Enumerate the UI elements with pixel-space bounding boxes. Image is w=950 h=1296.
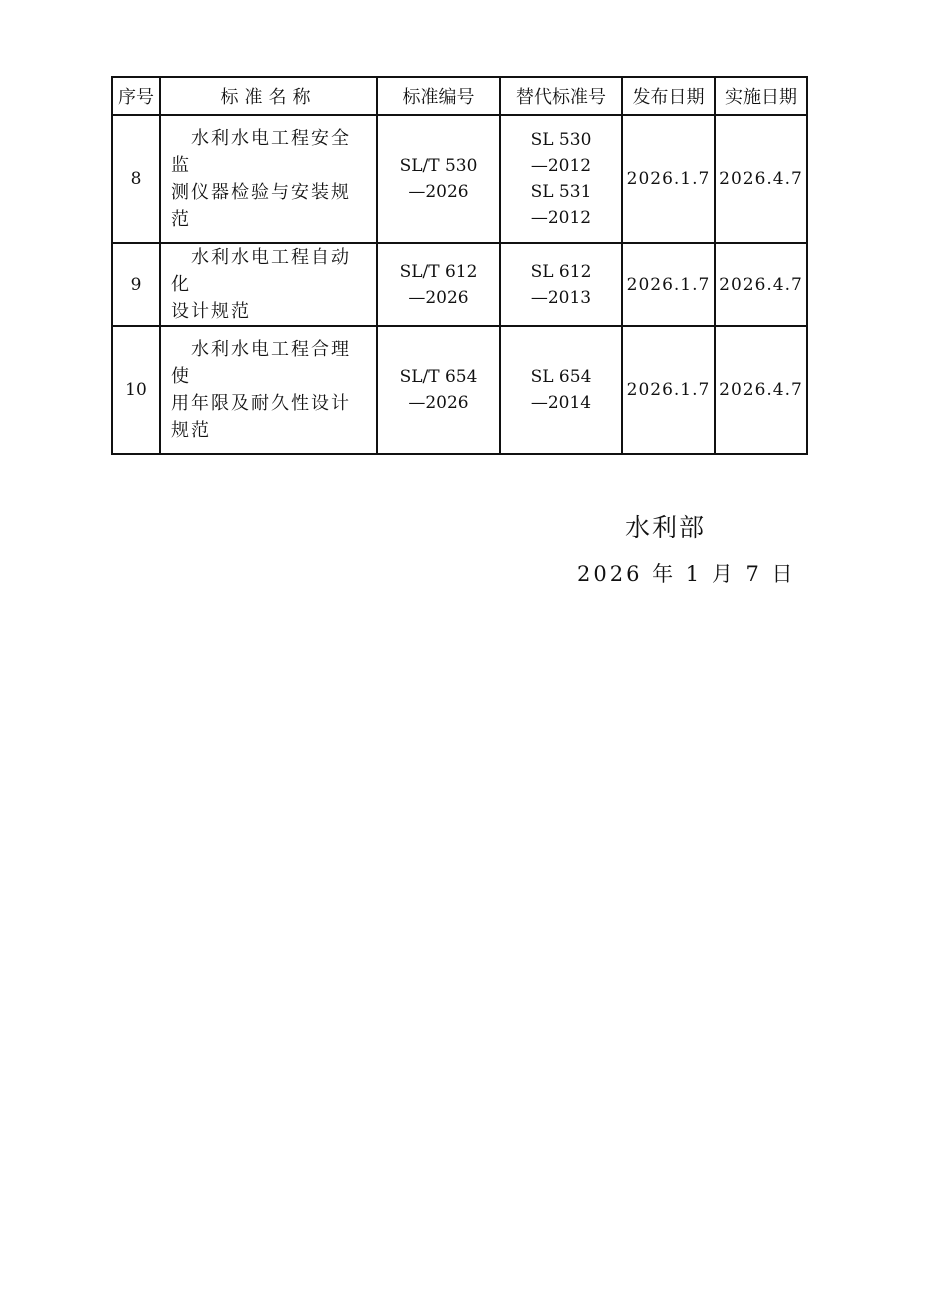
table-row [112, 326, 807, 454]
standard-code-line: SL/T 654 [399, 367, 478, 387]
replaced-standard-line: SL 654 [530, 367, 592, 387]
issuing-organization: 水利部 [625, 513, 707, 542]
signature-date: 2026 年 1 月 7 日 [577, 562, 796, 586]
standard-code-line: SL/T 612 [399, 261, 478, 282]
replaced-standard-line: SL 530 [530, 130, 592, 150]
replaced-standard-cell [500, 115, 622, 243]
standard-name-cell [160, 115, 377, 243]
issue-date-cell: 2026.1.7 [622, 326, 715, 454]
standards-table [111, 76, 808, 455]
replaced-standard-line: —2014 [530, 393, 592, 413]
standard-name-line: 水利水电工程安全监 [171, 128, 351, 176]
header-standard-code: 标准编号 [377, 77, 500, 115]
standard-name-line: 水利水电工程合理使 [171, 339, 351, 387]
standard-name-line: 规范 [171, 420, 211, 441]
replaced-standard-line: SL 612 [530, 261, 592, 282]
table-row [112, 243, 807, 326]
effective-date-cell: 2026.4.7 [715, 326, 807, 454]
effective-date-cell: 2026.4.7 [715, 115, 807, 243]
replaced-standard-line: —2012 [530, 208, 592, 228]
standard-code-line: —2026 [408, 287, 469, 308]
standard-code-cell [377, 115, 500, 243]
standard-code-line: SL/T 530 [399, 156, 478, 176]
replaced-standard-cell [500, 243, 622, 326]
standard-code-line: —2026 [408, 393, 469, 413]
issue-date-cell: 2026.1.7 [622, 115, 715, 243]
replaced-standard-line: —2013 [530, 287, 592, 308]
replaced-standard-line: —2012 [530, 156, 592, 176]
standard-name-line: 设计规范 [171, 301, 251, 322]
standard-name-line: 水利水电工程自动化 [171, 247, 351, 295]
standard-code-line: —2026 [408, 182, 469, 202]
effective-date-cell: 2026.4.7 [715, 243, 807, 326]
replaced-standard-line: SL 531 [530, 182, 592, 202]
standard-name-line: 用年限及耐久性设计 [171, 393, 351, 414]
replaced-standard-cell [500, 326, 622, 454]
standard-name-cell [160, 326, 377, 454]
standard-name-line: 测仪器检验与安装规范 [171, 182, 351, 230]
header-effective-date: 实施日期 [715, 77, 807, 115]
table-row [112, 115, 807, 243]
serial-number-cell: 10 [112, 326, 160, 454]
standard-code-cell [377, 243, 500, 326]
table-header-row [112, 77, 807, 115]
header-serial-number: 序号 [112, 77, 160, 115]
standard-name-cell [160, 243, 377, 326]
header-issue-date: 发布日期 [622, 77, 715, 115]
serial-number-cell: 9 [112, 243, 160, 326]
serial-number-cell: 8 [112, 115, 160, 243]
standard-code-cell [377, 326, 500, 454]
issue-date-cell: 2026.1.7 [622, 243, 715, 326]
header-replaced-standard: 替代标准号 [500, 77, 622, 115]
header-standard-name: 标准名称 [160, 77, 377, 115]
